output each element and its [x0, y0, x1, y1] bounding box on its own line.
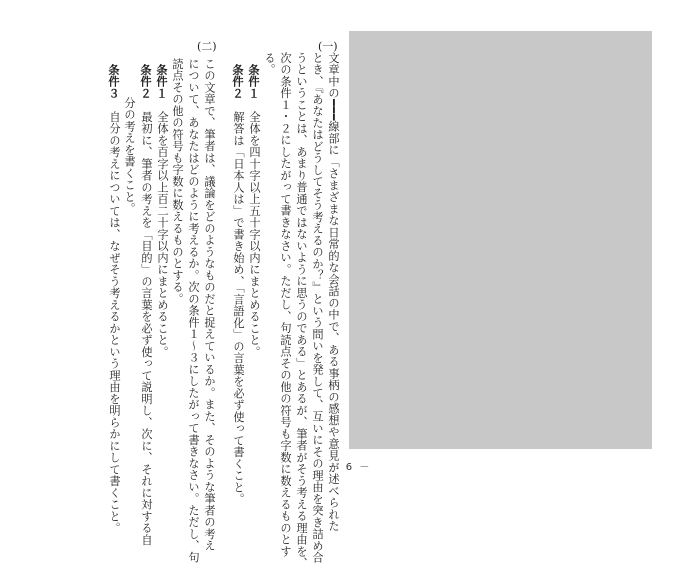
- condition-text: 全体を四十字以上五十字以内にまとめること。: [248, 111, 261, 358]
- question-1-line: る。: [263, 52, 276, 76]
- question-2-number: (二): [197, 40, 217, 53]
- question-2-condition-2: [139, 64, 153, 546]
- condition-text: 自分の考えについては、なぜそう考えるかという理由を明らかにして書くこと。: [108, 111, 121, 534]
- condition-label: 条件２: [139, 64, 153, 100]
- question-2-condition-2-continued: [123, 97, 136, 215]
- question-1-condition-1: [247, 64, 261, 358]
- question-1-line: 文章中の━━━線部に「さまざまな日常的な会話の中で、ある事柄の感想や意見が述べられた: [327, 52, 340, 533]
- question-2-condition-1: [155, 64, 169, 358]
- condition-label: 条件１: [247, 64, 261, 100]
- condition-label: 条件２: [231, 64, 245, 100]
- condition-label: 条件１: [155, 64, 169, 100]
- question-1-line: とき、『あなたはどうしてそう考えるのか？』という問いを発して、互いにその理由を突き詰め合: [311, 52, 324, 564]
- condition-text: 全体を百字以上百二十字以内にまとめること。: [156, 111, 169, 358]
- question-2-line: 読点その他の符号も字数に数えるものとする。: [171, 58, 184, 305]
- question-1-line: 次の条件１・２にしたがって書きなさい。ただし、句読点その他の符号も字数に数えるものとす: [279, 52, 292, 558]
- condition-label: 条件３: [107, 64, 121, 100]
- question-1-condition-2: [231, 64, 245, 505]
- condition-text: 最初に、筆者の考えを「目的」の言葉を必ず使って説明し、次に、それに対する自: [140, 111, 153, 546]
- question-1-number: (一): [318, 40, 338, 53]
- question-1-line: うということは、あまり普通ではないように思うのである」とあるが、筆者がそう考える理由を、: [295, 52, 308, 569]
- answer-area: [349, 31, 652, 449]
- page-number: － 6 －: [328, 462, 372, 473]
- question-2-line: この文章で、筆者は、議論をどのようなものだと捉えているか。また、そのような筆者の考え: [203, 58, 216, 552]
- question-2-line: について、あなたはどのように考えるか。次の条件１～３にしたがって書きなさい。ただし、句: [187, 58, 200, 564]
- condition-text: 分の考えを書くこと。: [123, 97, 136, 215]
- condition-text: 解答は「日本人は」で書き始め、「言語化」の言葉を必ず使って書くこと。: [232, 111, 245, 505]
